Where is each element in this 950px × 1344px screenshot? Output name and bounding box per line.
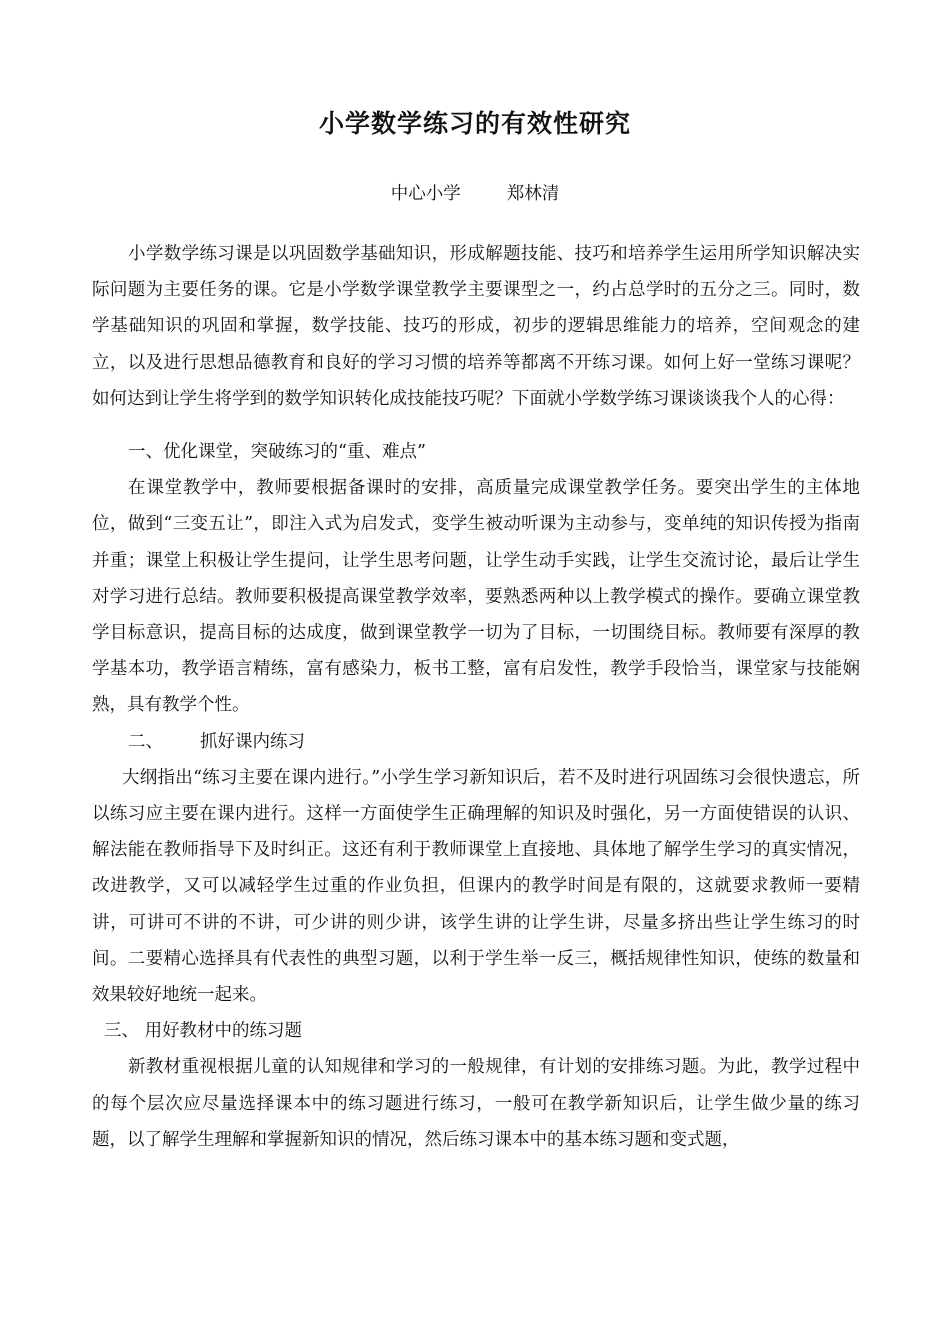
section-heading-2-number: 二、 (128, 731, 163, 752)
document-body (92, 236, 860, 1158)
author-name: 郑林清 (506, 184, 560, 204)
section-paragraph-2: 大纲指出“练习主要在课内进行。”小学生学习新知识后，若不及时进行巩固练习会很快遗忘，所以练习应主要在课内进行。这样一方面使学生正确理解的知识及时强化，另一方面使错误的认识、解法能在教师指导下及时纠正。这还有利于教师课堂上直接地、具体地了解学生学习的真实情况，改进教学，又可以减轻学生过重的作业负担，但课内的教学时间是有限的，这就要求教师一要精讲，可讲可不讲的不讲，可少讲的则少讲，该学生讲的让学生讲，尽量多挤出些让学生练习的时间。二要精心选择具有代表性的典型习题，以利于学生举一反三，概括规律性知识，使练的数量和效果较好地统一起来。 (92, 767, 860, 1006)
section-heading-3: 三、 用好教材中的练习题 (104, 1021, 303, 1042)
page-title: 小学数学练习的有效性研究 (318, 109, 631, 138)
byline (0, 180, 950, 208)
school-name: 中心小学 (390, 184, 461, 204)
section-heading-2 (92, 724, 860, 760)
intro-paragraph: 小学数学练习课是以巩固数学基础知识，形成解题技能、技巧和培养学生运用所学知识解决实际问题为主要任务的课。它是小学数学课堂教学主要课型之一，约占总学时的五分之三。同时，数学基础知识的巩固和掌握，数学技能、技巧的形成，初步的逻辑思维能力的培养，空间观念的建立，以及进行思想品德教育和良好的学习习惯的培养等都离不开练习课。如何上好一堂练习课呢？如何达到让学生将学到的数学知识转化成技能技巧呢？下面就小学数学练习课谈谈我个人的心得： (92, 244, 860, 409)
section-heading-1: 一、优化课堂，突破练习的“重、难点” (128, 442, 426, 463)
section-paragraph-3: 新教材重视根据儿童的认知规律和学习的一般规律，有计划的安排练习题。为此，教学过程中的每个层次应尽量选择课本中的练习题进行练习，一般可在教学新知识后，让学生做少量的练习题，以了解学生理解和掌握新知识的情况，然后练习课本中的基本练习题和变式题， (92, 1057, 860, 1150)
section-paragraph-1: 在课堂教学中，教师要根据备课时的安排，高质量完成课堂教学任务。要突出学生的主体地位，做到“三变五让”，即注入式为启发式，变学生被动听课为主动参与，变单纯的知识传授为指南并重；课堂上积极让学生提问，让学生思考问题，让学生动手实践，让学生交流讨论，最后让学生对学习进行总结。教师要积极提高课堂教学效率，要熟悉两种以上教学模式的操作。要确立课堂教学目标意识，提高目标的达成度，做到课堂教学一切为了目标，一切围绕目标。教师要有深厚的教学基本功，教学语言精练，富有感染力，板书工整，富有启发性，教学手段恰当，课堂家与技能娴熟，具有教学个性。 (92, 478, 860, 716)
section-heading-2-text: 抓好课内练习 (200, 731, 305, 752)
